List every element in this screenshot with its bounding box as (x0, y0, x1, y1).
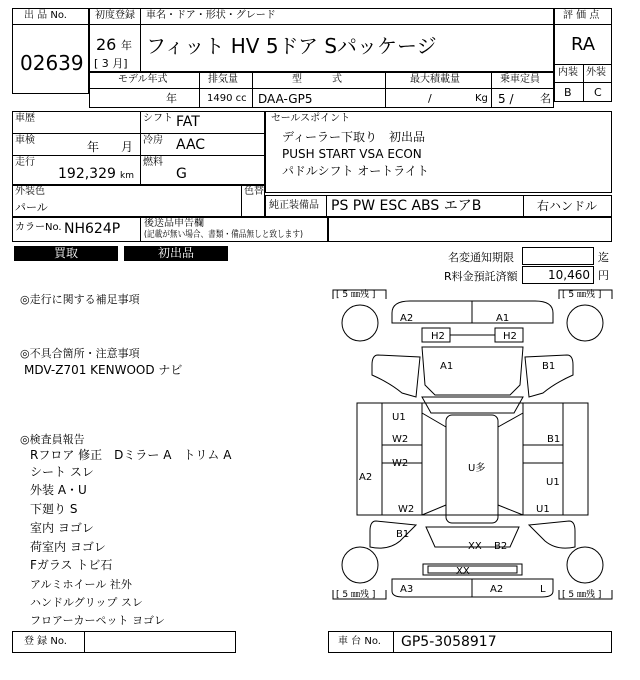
score-label: 評 価 点 (563, 10, 600, 21)
capacity-value: 5 / (498, 92, 514, 106)
equipment-label: 純正装備品 (269, 200, 319, 211)
driving-notes-title: ◎走行に関する補足事項 (20, 293, 140, 306)
steering-side: 右ハンドル (537, 199, 598, 213)
tag-buy: 買取 (14, 246, 118, 261)
reg-year: 26 (96, 35, 117, 54)
mileage-label: 走行 (15, 157, 35, 168)
fuel-label: 燃料 (143, 157, 163, 168)
mark-door-rear-right: U1 (546, 477, 560, 488)
interior-score: B (564, 86, 572, 99)
reg-month: [ 3 月] (94, 57, 128, 70)
car-name: フィット HV 5ドア Sパッケージ (146, 34, 437, 58)
mileage-value: 192,329 (58, 166, 116, 182)
ac-label: 冷房 (143, 135, 163, 146)
lot-number: 02639 (20, 51, 84, 75)
chassis-no-label: 車 台 No. (338, 636, 381, 647)
inspector-line: 下廻り S (30, 502, 78, 516)
tire-mark-rear-right: [ 5 ㎜残 ] (562, 590, 602, 600)
sales-point-line: PUSH START VSA ECON (282, 147, 422, 161)
ac-value: AAC (176, 137, 206, 153)
sales-point-line: パドルシフト オートライト (282, 164, 429, 178)
mark-hood: A1 (440, 361, 454, 372)
inspector-line: シート スレ (30, 465, 94, 479)
color-box (12, 185, 265, 217)
load-label: 最大積載量 (410, 74, 460, 85)
docs-label: 後送品申告欄 (144, 218, 204, 229)
mark-fender-right: B1 (542, 361, 556, 372)
notice-label: 名変通知期限 (448, 251, 514, 264)
notice-date-box (522, 247, 594, 265)
notice-suffix: 迄 (598, 251, 609, 264)
mark-front-bumper-right: A1 (496, 313, 510, 324)
sales-point-line: ディーラー下取り 初出品 (282, 130, 426, 144)
inspection-year: 年 (87, 140, 100, 154)
mark-roof: U多 (468, 463, 486, 474)
first-reg-label: 初度登録 (95, 10, 135, 21)
inspector-line: ハンドルグリップ スレ (30, 596, 143, 609)
displacement-label: 排気量 (208, 74, 238, 85)
recycle-value: 10,460 (548, 268, 590, 282)
tag-first-listing: 初出品 (124, 246, 228, 261)
history-label: 車歴 (15, 113, 35, 124)
mark-rear-glass: XX (456, 566, 470, 577)
interior-label: 内装 (558, 67, 578, 78)
overall-score: RA (571, 34, 596, 55)
shift-label: シフト (143, 113, 173, 124)
load-value: / (428, 92, 432, 105)
mark-front-bumper-left: A2 (400, 313, 414, 324)
inspector-line: 荷室内 ヨゴレ (30, 540, 106, 554)
model-code: DAA-GP5 (258, 92, 313, 106)
tire-mark-front-left: [ 5 ㎜残 ] (336, 290, 376, 300)
inspector-line: 室内 ヨゴレ (30, 521, 94, 535)
model-year-unit: 年 (166, 92, 177, 105)
model-year-label: モデル年式 (118, 74, 168, 85)
model-label: 型 式 (292, 74, 342, 85)
mark-headlight-right: H2 (503, 331, 517, 342)
shift-value: FAT (176, 114, 200, 130)
color-change-label: 色替 (244, 186, 264, 197)
mark-rear-fender-left: B1 (396, 529, 410, 540)
inspector-line: フロアーカーペット ヨゴレ (30, 614, 165, 627)
inspection-label: 車検 (15, 135, 35, 146)
mark-door-front-right: B1 (547, 434, 561, 445)
chassis-no-value: GP5-3058917 (401, 634, 497, 650)
sales-points-title: セールスポイント (271, 113, 351, 124)
inspector-report-title: ◎検査員報告 (20, 433, 85, 446)
exterior-label: 外装 (586, 67, 606, 78)
inspector-line: Rフロア 修正 Dミラー A トリム A (30, 448, 232, 462)
reg-year-unit: 年 (121, 39, 132, 52)
mark-rocker-left: W2 (398, 504, 415, 515)
color-no-value: NH624P (64, 221, 121, 237)
fuel-value: G (176, 166, 187, 182)
lot-number-label: 出 品 No. (24, 10, 67, 21)
mark-door-rear-left: W2 (392, 458, 409, 469)
inspection-month: 月 (121, 140, 134, 154)
recycle-unit: 円 (598, 269, 609, 282)
mileage-unit: km (120, 171, 134, 181)
mark-rear-l: L (540, 584, 546, 595)
mark-quarter-left: A2 (359, 472, 373, 483)
inspector-line: 外装 A・U (30, 483, 87, 497)
mark-trunk-xx: XX (468, 541, 482, 552)
equipment-items: PS PW ESC ABS エアB (331, 198, 482, 214)
registration-no-label: 登 録 No. (24, 636, 67, 647)
tire-mark-front-right: [ 5 ㎜残 ] (562, 290, 602, 300)
car-damage-diagram (330, 285, 615, 605)
recycle-label: R料金預託済額 (444, 270, 518, 283)
color-no-label: カラーNo. (15, 222, 62, 233)
capacity-label: 乗車定員 (500, 74, 540, 85)
mark-rear-bumper-left: A3 (400, 584, 414, 595)
displacement: 1490 cc (207, 93, 247, 104)
defect-line: MDV-Z701 KENWOOD ナビ (24, 363, 183, 377)
ext-color-value: パール (15, 201, 48, 214)
tire-mark-rear-left: [ 5 ㎜残 ] (336, 590, 376, 600)
mark-rear-bumper-right: A2 (490, 584, 504, 595)
mark-trunk-b2: B2 (494, 541, 508, 552)
exterior-score: C (594, 86, 602, 99)
inspector-line: アルミホイール 社外 (30, 578, 132, 591)
car-name-label: 車名・ドア・形状・グレード (146, 10, 276, 21)
mark-door-front-left-2: W2 (392, 434, 409, 445)
mark-headlight-left: H2 (431, 331, 445, 342)
inspector-line: Fガラス トビ石 (30, 558, 113, 572)
defect-notes-title: ◎不具合箇所・注意事項 (20, 347, 140, 360)
mark-door-front-left: U1 (392, 412, 406, 423)
specs-box (12, 111, 265, 185)
ext-color-label: 外装色 (15, 186, 45, 197)
capacity-unit: 名 (540, 92, 551, 105)
load-unit: Kg (475, 93, 488, 104)
misc-box (328, 217, 612, 242)
docs-note: (記載が無い場合、書類・備品無しと致します) (144, 230, 303, 240)
mark-quarter-right: U1 (536, 504, 550, 515)
